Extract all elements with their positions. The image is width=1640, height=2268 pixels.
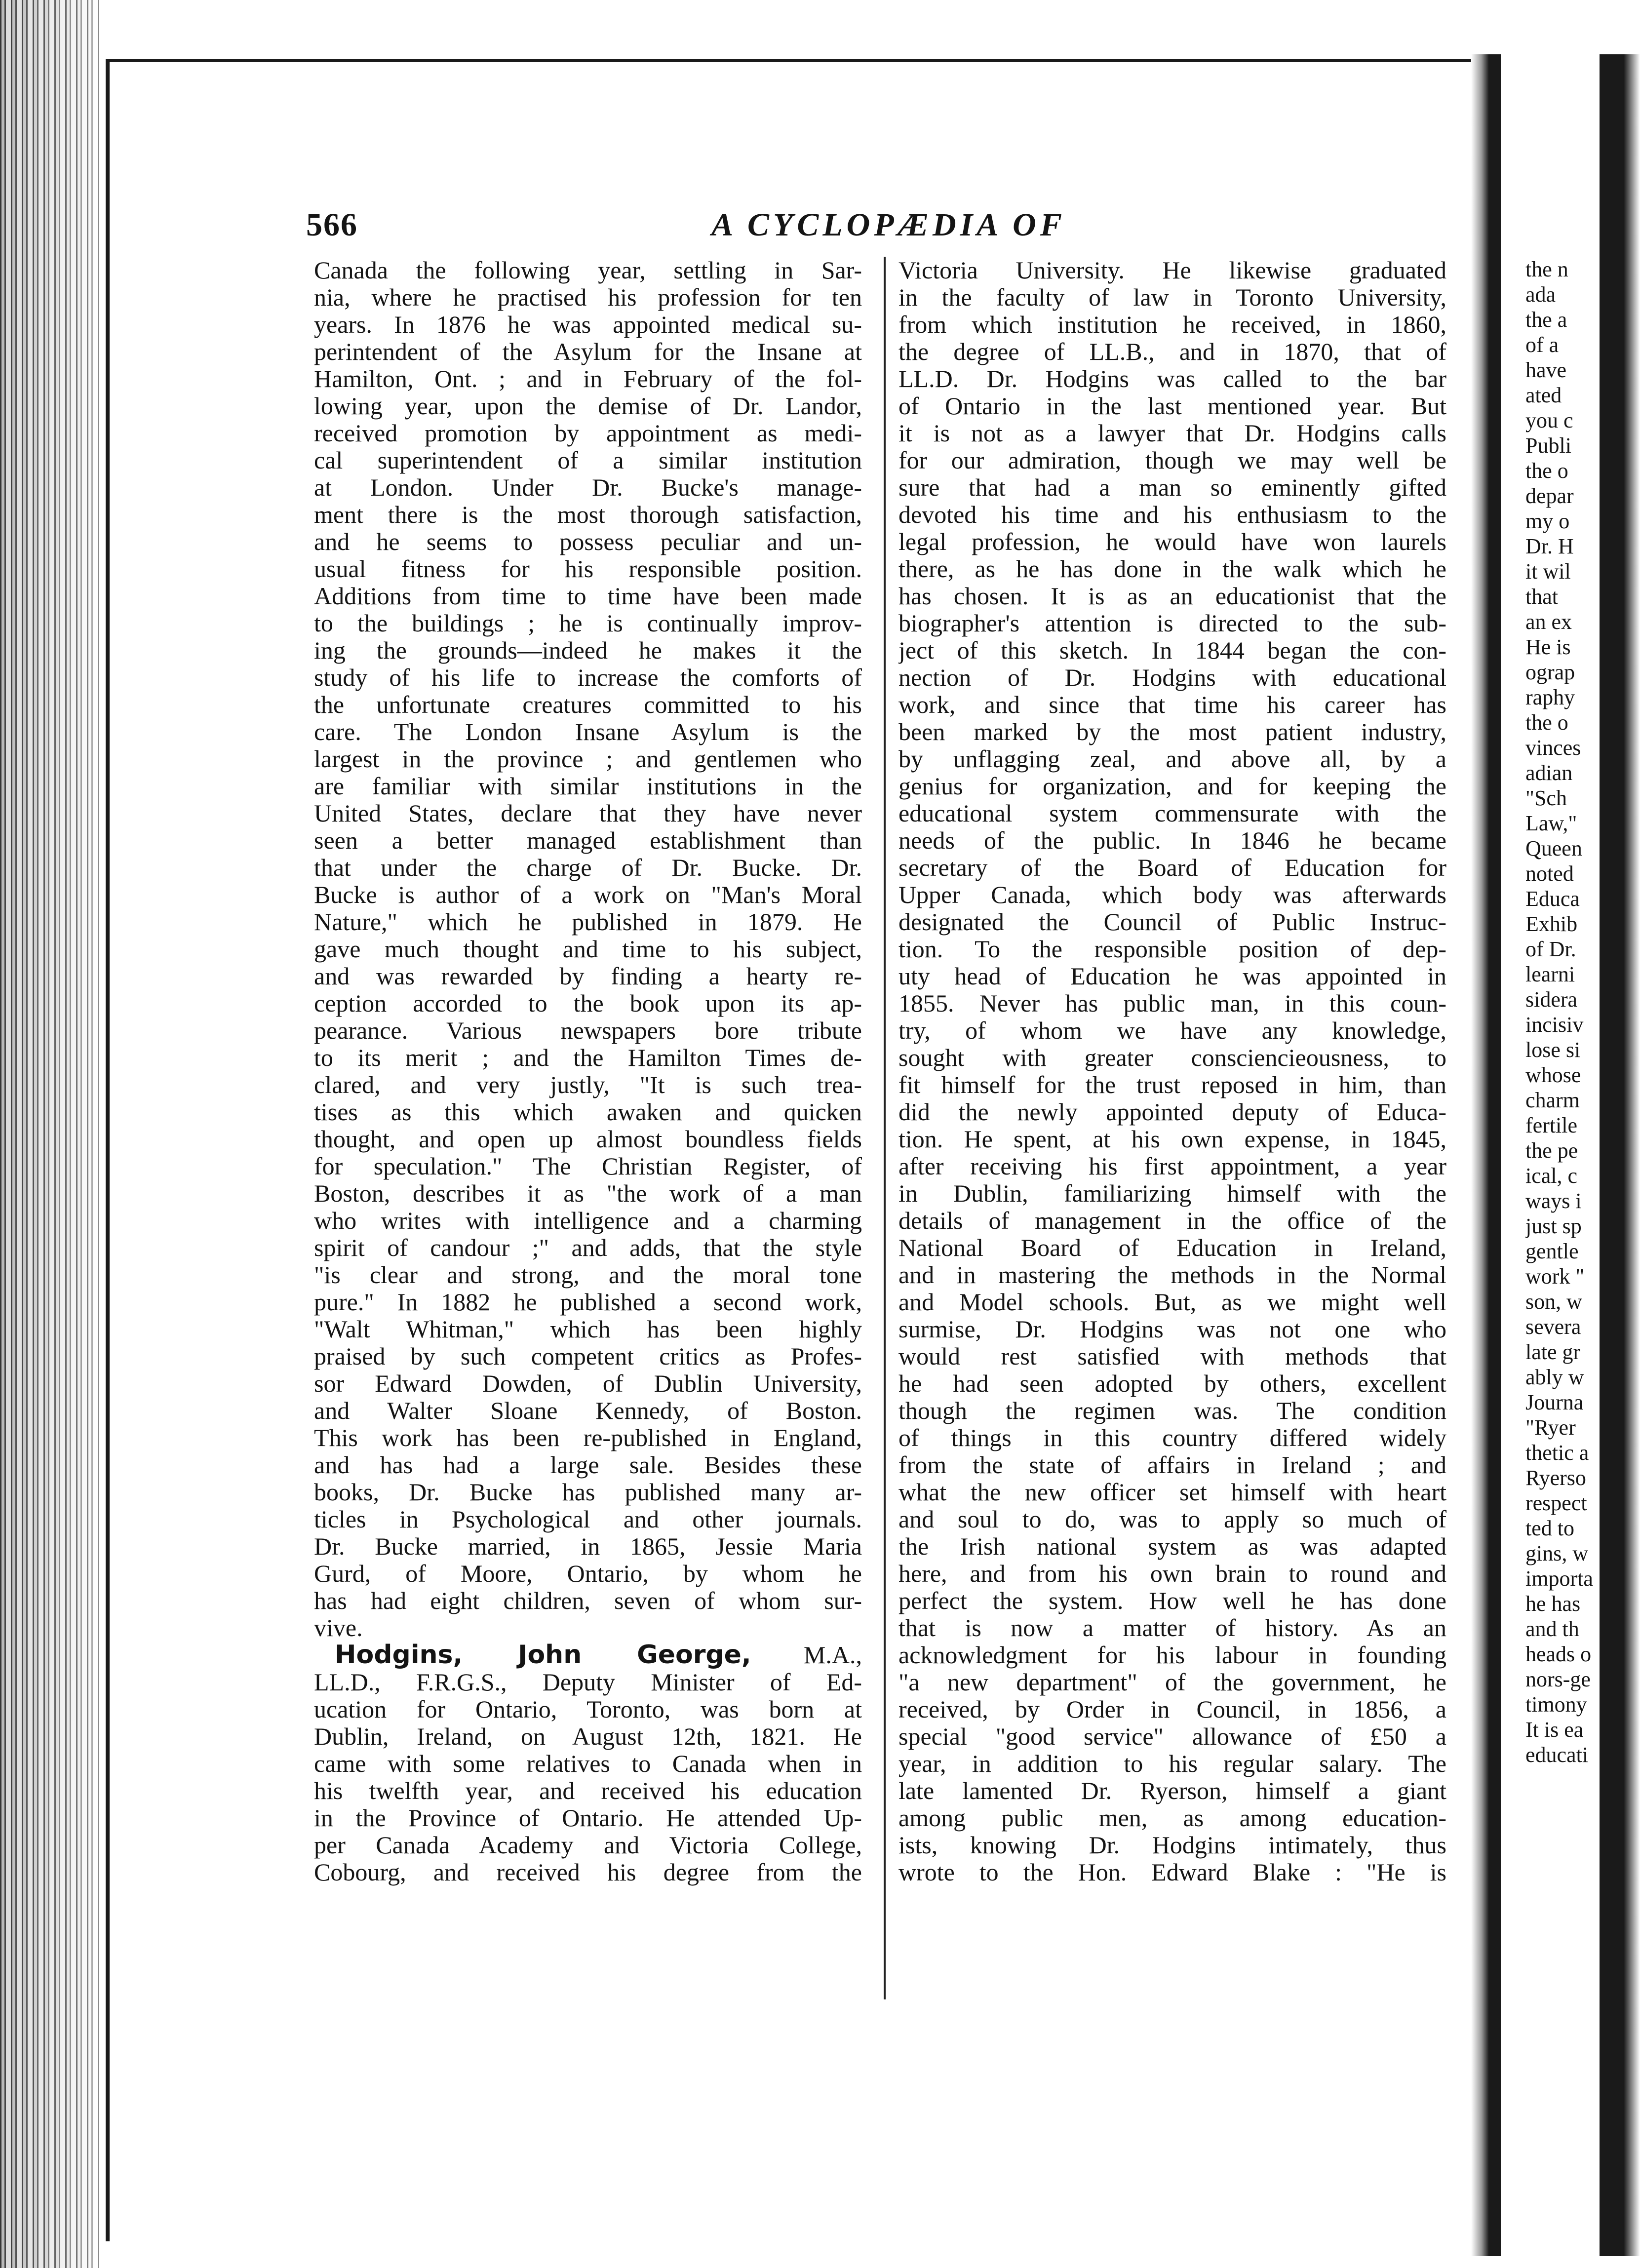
text-line: clared, and very justly, "It is such trea- [314,1071,862,1098]
text-line: Dr. H [1525,534,1574,558]
text-line: "is clear and strong, and the moral tone [314,1261,862,1289]
text-line: vinces [1525,736,1581,760]
text-line: ment there is the most thorough satisfaction, [314,501,862,528]
text-line: pearance. Various newspapers bore tribute [314,1017,862,1044]
text-line: Dublin, Ireland, on August 12th, 1821. He [314,1723,862,1750]
text-line: received, by Order in Council, in 1856, a [898,1696,1446,1723]
text-line: son, w [1525,1290,1582,1314]
text-line: ably w [1525,1365,1584,1389]
text-line: Victoria University. He likewise graduated [898,257,1446,284]
text-line: Ryerso [1525,1466,1586,1490]
text-line: would rest satisfied with methods that [898,1343,1446,1370]
entry-heading [314,1642,862,1669]
text-line: ical, c [1525,1164,1578,1188]
text-line: of things in this country differed widely [898,1424,1446,1451]
text-line: ing the grounds—indeed he makes it the [314,637,862,664]
text-line: fit himself for the trust reposed in him, than [898,1071,1446,1098]
text-line: educati [1525,1743,1589,1767]
text-line: Exhib [1525,912,1578,936]
text-line: of Ontario in the last mentioned year. But [898,392,1446,420]
text-line: LL.D., F.R.G.S., Deputy Minister of Ed- [314,1669,862,1696]
text-line: largest in the province ; and gentlemen who [314,745,862,773]
text-line: lose si [1525,1038,1581,1062]
text-line: tion. To the responsible position of dep- [898,936,1446,963]
text-line: came with some relatives to Canada when in [314,1750,862,1777]
text-line: wrote to the Hon. Edward Blake : "He is [898,1859,1446,1886]
text-line: of a [1525,333,1559,357]
text-line: of Dr. [1525,937,1576,961]
text-line: to the buildings ; he is continually improv- [314,610,862,637]
text-line: and in mastering the methods in the Normal [898,1261,1446,1289]
text-line: he has [1525,1592,1581,1616]
text-line: and Model schools. But, as we might well [898,1289,1446,1316]
text-line: he had seen adopted by others, excellent [898,1370,1446,1397]
text-line: ucation for Ontario, Toronto, was born at [314,1696,862,1723]
text-line: per Canada Academy and Victoria College, [314,1832,862,1859]
text-line: ticles in Psychological and other journals. [314,1506,862,1533]
text-line: Hamilton, Ont. ; and in February of the fol- [314,365,862,392]
text-line: seen a better managed establishment than [314,827,862,854]
text-line: Dr. Bucke married, in 1865, Jessie Maria [314,1533,862,1560]
text-column-right-fragment [1525,257,1600,1767]
text-line: from the state of affairs in Ireland ; and [898,1451,1446,1479]
text-line: "Ryer [1525,1415,1576,1440]
text-line: are familiar with similar institutions in the [314,773,862,800]
text-line: just sp [1525,1214,1582,1238]
text-line: from which institution he received, in 1860, [898,311,1446,338]
text-line: and he seems to possess peculiar and un- [314,528,862,555]
text-line: Gurd, of Moore, Ontario, by whom he [314,1560,862,1587]
text-line: "a new department" of the government, he [898,1669,1446,1696]
text-line: National Board of Education in Ireland, [898,1234,1446,1261]
text-line: there, as he has done in the walk which he [898,555,1446,583]
text-line: for speculation." The Christian Register, of [314,1153,862,1180]
text-line: surmise, Dr. Hodgins was not one who [898,1316,1446,1343]
text-line: ated [1525,383,1562,407]
text-line: Queen [1525,836,1582,860]
text-line: the a [1525,308,1567,332]
text-line: has chosen. It is as an educationist that the [898,583,1446,610]
page-border-top [106,59,1493,62]
text-line: here, and from his own brain to round and [898,1560,1446,1587]
page-number: 566 [306,207,358,243]
text-line: sure that had a man so eminently gifted [898,474,1446,501]
text-line: and Walter Sloane Kennedy, of Boston. [314,1397,862,1424]
text-line: severa [1525,1315,1581,1339]
text-line: Upper Canada, which body was afterwards [898,881,1446,908]
text-line: by unflagging zeal, and above all, by a [898,745,1446,773]
text-line: among public men, as among education- [898,1804,1446,1832]
page-gutter-shadow [1471,54,1501,2256]
text-line: my o [1525,509,1570,533]
right-page-edge [1600,54,1640,2256]
text-line: ists, knowing Dr. Hodgins intimately, thus [898,1832,1446,1859]
text-line: been marked by the most patient industry, [898,718,1446,745]
text-line: year, in addition to his regular salary. The [898,1750,1446,1777]
text-line: importa [1525,1566,1593,1591]
column-rule [884,257,886,1999]
entry-name: Hodgins, John George, [335,1642,751,1669]
page-border-left [106,59,110,2241]
text-line: and th [1525,1617,1579,1641]
text-line: after receiving his first appointment, a year [898,1153,1446,1180]
text-line: details of management in the office of the [898,1207,1446,1234]
text-line: timony [1525,1692,1587,1717]
text-line: care. The London Insane Asylum is the [314,718,862,745]
text-line: tion. He spent, at his own expense, in 1845, [898,1126,1446,1153]
text-line: work, and since that time his career has [898,691,1446,718]
text-line: the o [1525,459,1568,483]
text-line: spirit of candour ;" and adds, that the style [314,1234,862,1261]
text-line: Bucke is author of a work on "Man's Moral [314,881,862,908]
text-line: his twelfth year, and received his education [314,1777,862,1804]
text-line: pure." In 1882 he published a second work, [314,1289,862,1316]
text-line: LL.D. Dr. Hodgins was called to the bar [898,365,1446,392]
text-line: respect [1525,1491,1587,1515]
text-line: late gr [1525,1340,1581,1364]
text-line: years. In 1876 he was appointed medical su- [314,311,862,338]
text-line: praised by such competent critics as Profes- [314,1343,862,1370]
text-column-middle [898,257,1446,1886]
text-line: uty head of Education he was appointed in [898,963,1446,990]
text-line: incisiv [1525,1013,1584,1037]
text-line: it is not as a lawyer that Dr. Hodgins calls [898,420,1446,447]
text-line: and soul to do, was to apply so much of [898,1506,1446,1533]
text-line: secretary of the Board of Education for [898,854,1446,881]
text-line: sidera [1525,987,1578,1012]
text-line: biographer's attention is directed to the sub- [898,610,1446,637]
text-line: who writes with intelligence and a charming [314,1207,862,1234]
text-line: did the newly appointed deputy of Educa- [898,1098,1446,1126]
scan-binding-edge [0,0,99,2268]
text-line: special "good service" allowance of £50 a [898,1723,1446,1750]
text-line: what the new officer set himself with heart [898,1479,1446,1506]
text-line: gentle [1525,1239,1579,1263]
text-line: nia, where he practised his profession for ten [314,284,862,311]
text-line: legal profession, he would have won laurels [898,528,1446,555]
text-line: have [1525,358,1567,382]
text-line: in Dublin, familiarizing himself with the [898,1180,1446,1207]
text-line: United States, declare that they have never [314,800,862,827]
text-line: genius for organization, and for keeping the [898,773,1446,800]
entry-degree: M.A., [751,1642,862,1669]
text-line: has had eight children, seven of whom sur- [314,1587,862,1614]
text-line: perfect the system. How well he has done [898,1587,1446,1614]
text-line: ted to [1525,1516,1574,1540]
text-line: that [1525,585,1558,609]
text-line: thought, and open up almost boundless fields [314,1126,862,1153]
text-line: work " [1525,1264,1585,1289]
text-line: an ex [1525,610,1572,634]
text-line: you c [1525,408,1573,432]
text-line: learni [1525,962,1575,986]
text-line: cal superintendent of a similar institution [314,447,862,474]
text-line: it wil [1525,559,1571,584]
text-line: received promotion by appointment as medi- [314,420,862,447]
text-line: adian [1525,761,1573,785]
text-line: try, of whom we have any knowledge, [898,1017,1446,1044]
text-line: the n [1525,257,1568,281]
text-line: Cobourg, and received his degree from the [314,1859,862,1886]
text-line: thetic a [1525,1441,1589,1465]
text-line: whose [1525,1063,1581,1087]
text-line: tises as this which awaken and quicken [314,1098,862,1126]
text-line: vive. [314,1614,363,1642]
text-line: though the regimen was. The condition [898,1397,1446,1424]
text-line: late lamented Dr. Ryerson, himself a giant [898,1777,1446,1804]
text-line: nors-ge [1525,1667,1591,1691]
text-line: usual fitness for his responsible position. [314,555,862,583]
running-head: A CYCLOPÆDIA OF [711,207,1066,243]
text-line: and was rewarded by finding a hearty re- [314,963,862,990]
text-line: Journa [1525,1390,1584,1414]
text-line: ways i [1525,1189,1582,1213]
text-line: the unfortunate creatures committed to his [314,691,862,718]
text-line: Boston, describes it as "the work of a man [314,1180,862,1207]
text-line: and has had a large sale. Besides these [314,1451,862,1479]
text-line: "Walt Whitman," which has been highly [314,1316,862,1343]
text-line: designated the Council of Public Instruc- [898,908,1446,936]
text-line: perintendent of the Asylum for the Insane at [314,338,862,365]
text-line: Nature," which he published in 1879. He [314,908,862,936]
text-line: the degree of LL.B., and in 1870, that of [898,338,1446,365]
text-line: ception accorded to the book upon its ap- [314,990,862,1017]
text-line: gave much thought and time to his subject, [314,936,862,963]
text-line: ject of this sketch. In 1844 began the con- [898,637,1446,664]
text-line: the o [1525,710,1568,735]
text-line: study of his life to increase the comforts of [314,664,862,691]
text-line: ada [1525,282,1556,307]
text-line: It is ea [1525,1718,1584,1742]
text-line: the pe [1525,1138,1578,1163]
text-line: lowing year, upon the demise of Dr. Landor, [314,392,862,420]
text-line: educational system commensurate with the [898,800,1446,827]
text-line: for our admiration, though we may well be [898,447,1446,474]
text-line: that under the charge of Dr. Bucke. Dr. [314,854,862,881]
text-line: gins, w [1525,1541,1589,1565]
text-line: noted [1525,861,1574,886]
text-line: Educa [1525,887,1580,911]
text-line: This work has been re-published in England, [314,1424,862,1451]
text-line: fertile [1525,1113,1578,1137]
text-line: raphy [1525,685,1575,709]
text-line: acknowledgment for his labour in founding [898,1642,1446,1669]
text-line: depar [1525,484,1574,508]
text-line: needs of the public. In 1846 he became [898,827,1446,854]
text-line: sought with greater consciencieousness, to [898,1044,1446,1071]
text-line: "Sch [1525,786,1567,810]
text-line: at London. Under Dr. Bucke's manage- [314,474,862,501]
text-line: that is now a matter of history. As an [898,1614,1446,1642]
text-line: Publi [1525,433,1571,458]
text-line: to its merit ; and the Hamilton Times de- [314,1044,862,1071]
text-line: devoted his time and his enthusiasm to the [898,501,1446,528]
text-line: He is [1525,635,1571,659]
text-line: 1855. Never has public man, in this coun- [898,990,1446,1017]
text-line: nection of Dr. Hodgins with educational [898,664,1446,691]
text-line: in the faculty of law in Toronto University, [898,284,1446,311]
text-line: in the Province of Ontario. He attended Up- [314,1804,862,1832]
text-line: Canada the following year, settling in Sar- [314,257,862,284]
text-line: charm [1525,1088,1580,1112]
text-line: sor Edward Dowden, of Dublin University, [314,1370,862,1397]
text-line: heads o [1525,1642,1592,1666]
text-line: the Irish national system as was adapted [898,1533,1446,1560]
text-line: books, Dr. Bucke has published many ar- [314,1479,862,1506]
text-line: Additions from time to time have been made [314,583,862,610]
text-line: Law," [1525,811,1577,835]
text-column-left [314,257,862,1886]
text-line: ograp [1525,660,1575,684]
